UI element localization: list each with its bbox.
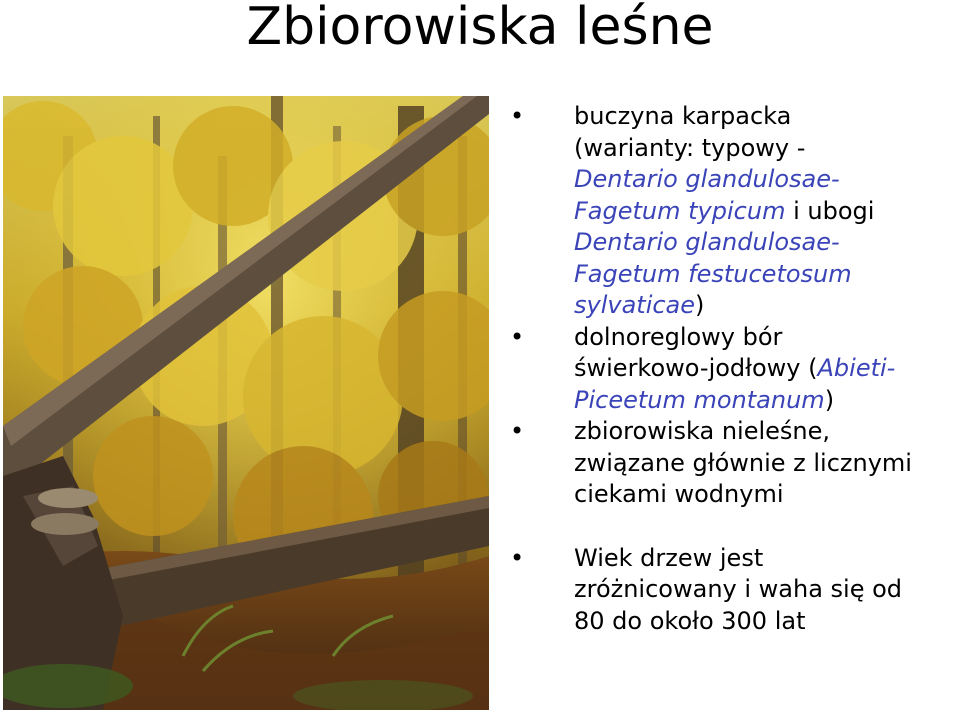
- bullet-text: zbiorowiska nieleśne,: [574, 417, 831, 445]
- bullet-text: ): [695, 291, 705, 319]
- latin-name-text: Dentario glandulosae-: [574, 228, 840, 256]
- latin-name-text: Abieti-: [817, 354, 896, 382]
- bullet-text: buczyna karpacka: [574, 102, 792, 130]
- bullet-item: [512, 543, 958, 638]
- bullet-text: świerkowo-jodłowy (: [574, 354, 818, 382]
- bullet-item: [512, 416, 958, 511]
- latin-name-text: Fagetum typicum: [574, 196, 786, 225]
- bullet-item: [512, 101, 958, 322]
- bullet-text: dolnoreglowy bór: [574, 322, 783, 351]
- bullet-text: i ubogi: [785, 196, 875, 225]
- forest-photo: [3, 96, 489, 710]
- bullet-text: Wiek drzew jest: [574, 543, 764, 572]
- latin-name-text: sylvaticae: [574, 291, 696, 319]
- bullet-item: [512, 322, 958, 417]
- latin-name-text: Piceetum montanum: [574, 385, 825, 414]
- bullet-text: ciekami wodnymi: [574, 480, 784, 508]
- bullet-text: związane głównie z licznymi: [574, 448, 912, 477]
- latin-name-text: Fagetum festucetosum: [574, 259, 852, 288]
- bullet-text: zróżnicowany i waha się od: [574, 575, 903, 603]
- bullet-text: (warianty: typowy -: [574, 133, 806, 162]
- bullet-text: 80 do około 300 lat: [574, 606, 806, 635]
- slide-title: Zbiorowiska leśne: [246, 0, 714, 57]
- bullet-list: [512, 101, 958, 637]
- bullet-text: ): [824, 385, 835, 414]
- latin-name-text: Dentario glandulosae-: [574, 165, 840, 193]
